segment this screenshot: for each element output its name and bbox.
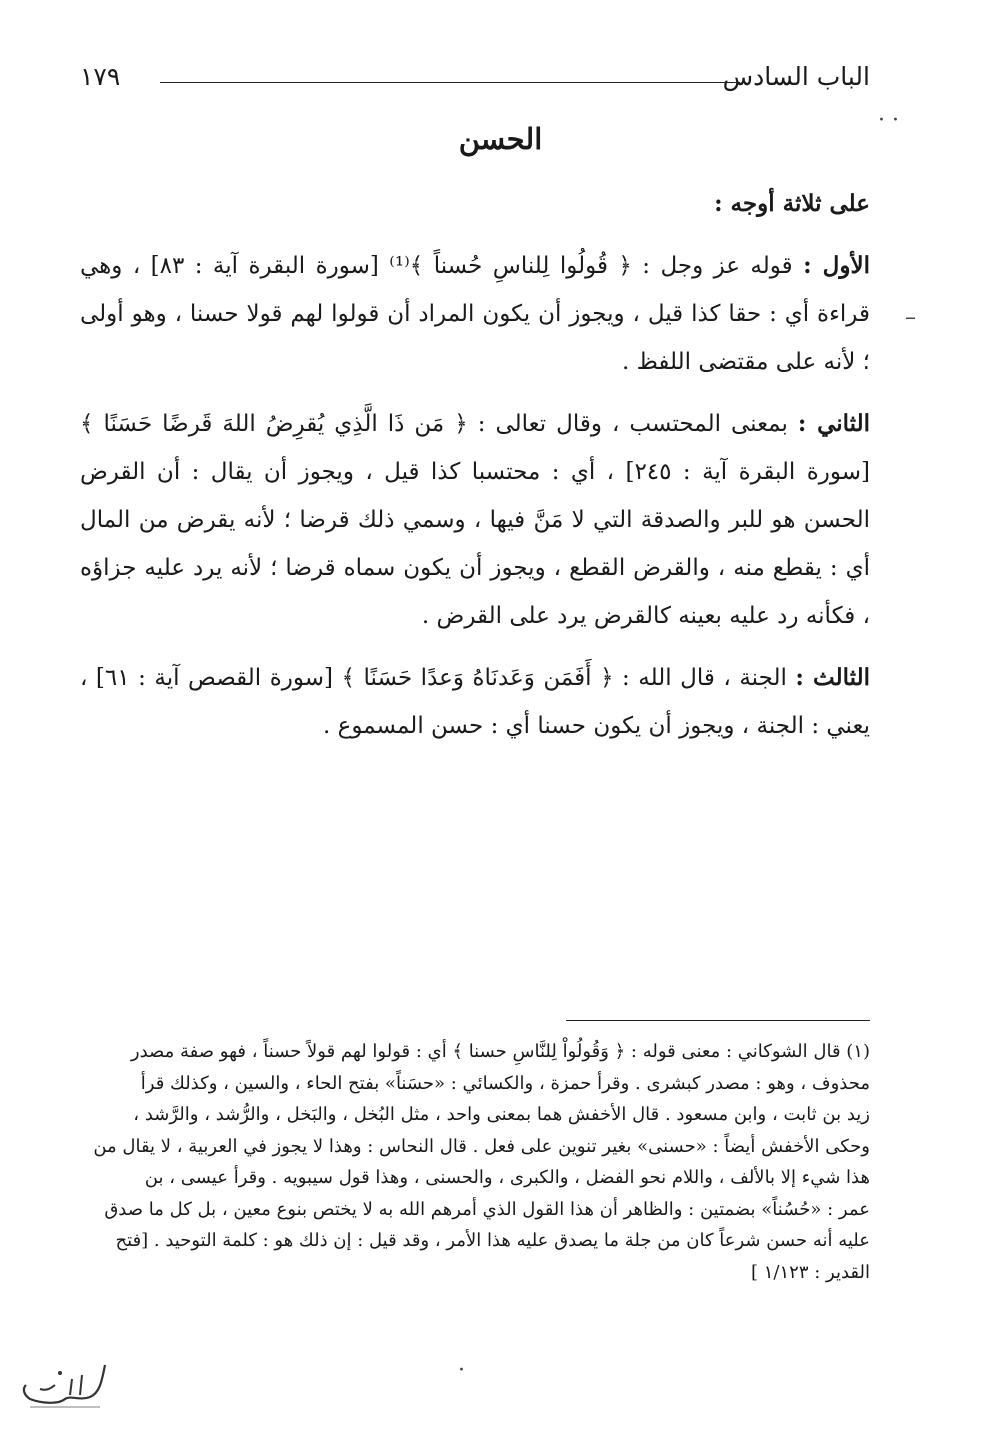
intro-line: على ثلاثة أوجه : (714, 190, 870, 217)
footnote (80, 1036, 870, 1288)
paragraph-text: بمعنى المحتسب ، وقال تعالى : ﴿ مَن ذَا الَّذِي يُقرِضُ اللهَ قَرضًا حَسَنًا ﴾ [سورة البقرة آية : ٢٤٥] ، أي : محتسبا كذا قيل ، ويجوز أن يقال : أن القرض الحسن هو للبر والصدقة التي لا مَنَّ فيها ، وسمي ذلك قرضا ؛ لأنه يقرض من المال أي : يقطع منه ، والقرض القطع ، ويجوز أن يكون سماه قرضا ؛ لأنه يرد عليه جزاؤه ، فكأنه رد عليه بعينه كالقرض يرد على القرض . (80, 411, 870, 629)
margin-dots: · · (878, 108, 899, 133)
footnote-line: عمر : «حُسُناً» بضمتين : والظاهر أن هذا القول الذي أمرهم الله به لا يختص بنوع معين ، بل كل ما صدق (104, 1198, 870, 1220)
publisher-logo (10, 1355, 115, 1413)
footnote-rule (566, 1020, 870, 1021)
paragraph-first (80, 242, 870, 386)
bottom-dot: · (458, 1358, 465, 1383)
section-title: الحسن (458, 122, 543, 156)
paragraph-lead: الثالث : (795, 664, 870, 691)
page-header (80, 62, 870, 96)
paragraph-third (80, 654, 870, 750)
footnote-line: هذا شيء إلا بالألف ، واللام نحو الفضل ، والكبرى ، والحسنى ، وهذا قول سيبويه . وقرأ عيسى ، بن (144, 1167, 870, 1188)
running-title: الباب السادس (722, 62, 870, 91)
footnote-line: زيد بن ثابت ، وابن مسعود . قال الأخفش هما بمعنى واحد ، مثل البُخل ، والبَخل ، والرُّشد ، والرَّشد ، (133, 1104, 870, 1125)
paragraph-text: قوله عز وجل : ﴿ قُولُوا لِلناسِ حُسناً ﴾⁽¹⁾ [سورة البقرة آية : ٨٣] ، وهي قراءة أي : حقا كذا قيل ، ويجوز أن يكون المراد أن قولوا لهم قولا حسنا ، وهو أولى ؛ لأنه على مقتضى اللفظ . (80, 253, 870, 375)
paragraph-lead: الثاني : (797, 410, 870, 437)
paragraph-second (80, 400, 870, 640)
page-number: ١٧٩ (80, 62, 121, 91)
paragraph-text: الجنة ، قال الله : ﴿ أَفَمَن وَعَدنَاهُ وَعدًا حَسَنًا ﴾ [سورة القصص آية : ٦١] ، يعني : الجنة ، ويجوز أن يكون حسنا أي : حسن المسموع . (80, 665, 870, 739)
footnote-line: القدير : ١/١٢٣ ] (751, 1261, 870, 1283)
footnote-line: محذوف ، وهو : مصدر كبشرى . وقرأ حمزة ، والكسائي : «حسَناً» بفتح الحاء ، والسين ، وكذلك قرأ (140, 1072, 870, 1094)
footnote-line: عليه أنه حسن شرعاً كان من جلة ما يصدق عليه هذا الأمر ، وقد قيل : إن ذلك هو : كلمة التوحيد . [فتح (115, 1230, 870, 1251)
footnote-line: وحكى الأخفش أيضاً : «حسنى» بغير تنوين على فعل . قال النحاس : وهذا لا يجوز في العربية ، لا يقال من (93, 1135, 870, 1157)
margin-dash: – (905, 305, 916, 330)
paragraph-lead: الأول : (803, 252, 871, 279)
footnote-line: (١) قال الشوكاني : معنى قوله : ﴿ وَقُولُواْ لِلنَّاسِ حسنا ﴾ أي : قولوا لهم قولاً حسناً ، فهو صفة مصدر (130, 1041, 870, 1062)
header-rule (160, 82, 740, 83)
body-text (80, 180, 870, 750)
